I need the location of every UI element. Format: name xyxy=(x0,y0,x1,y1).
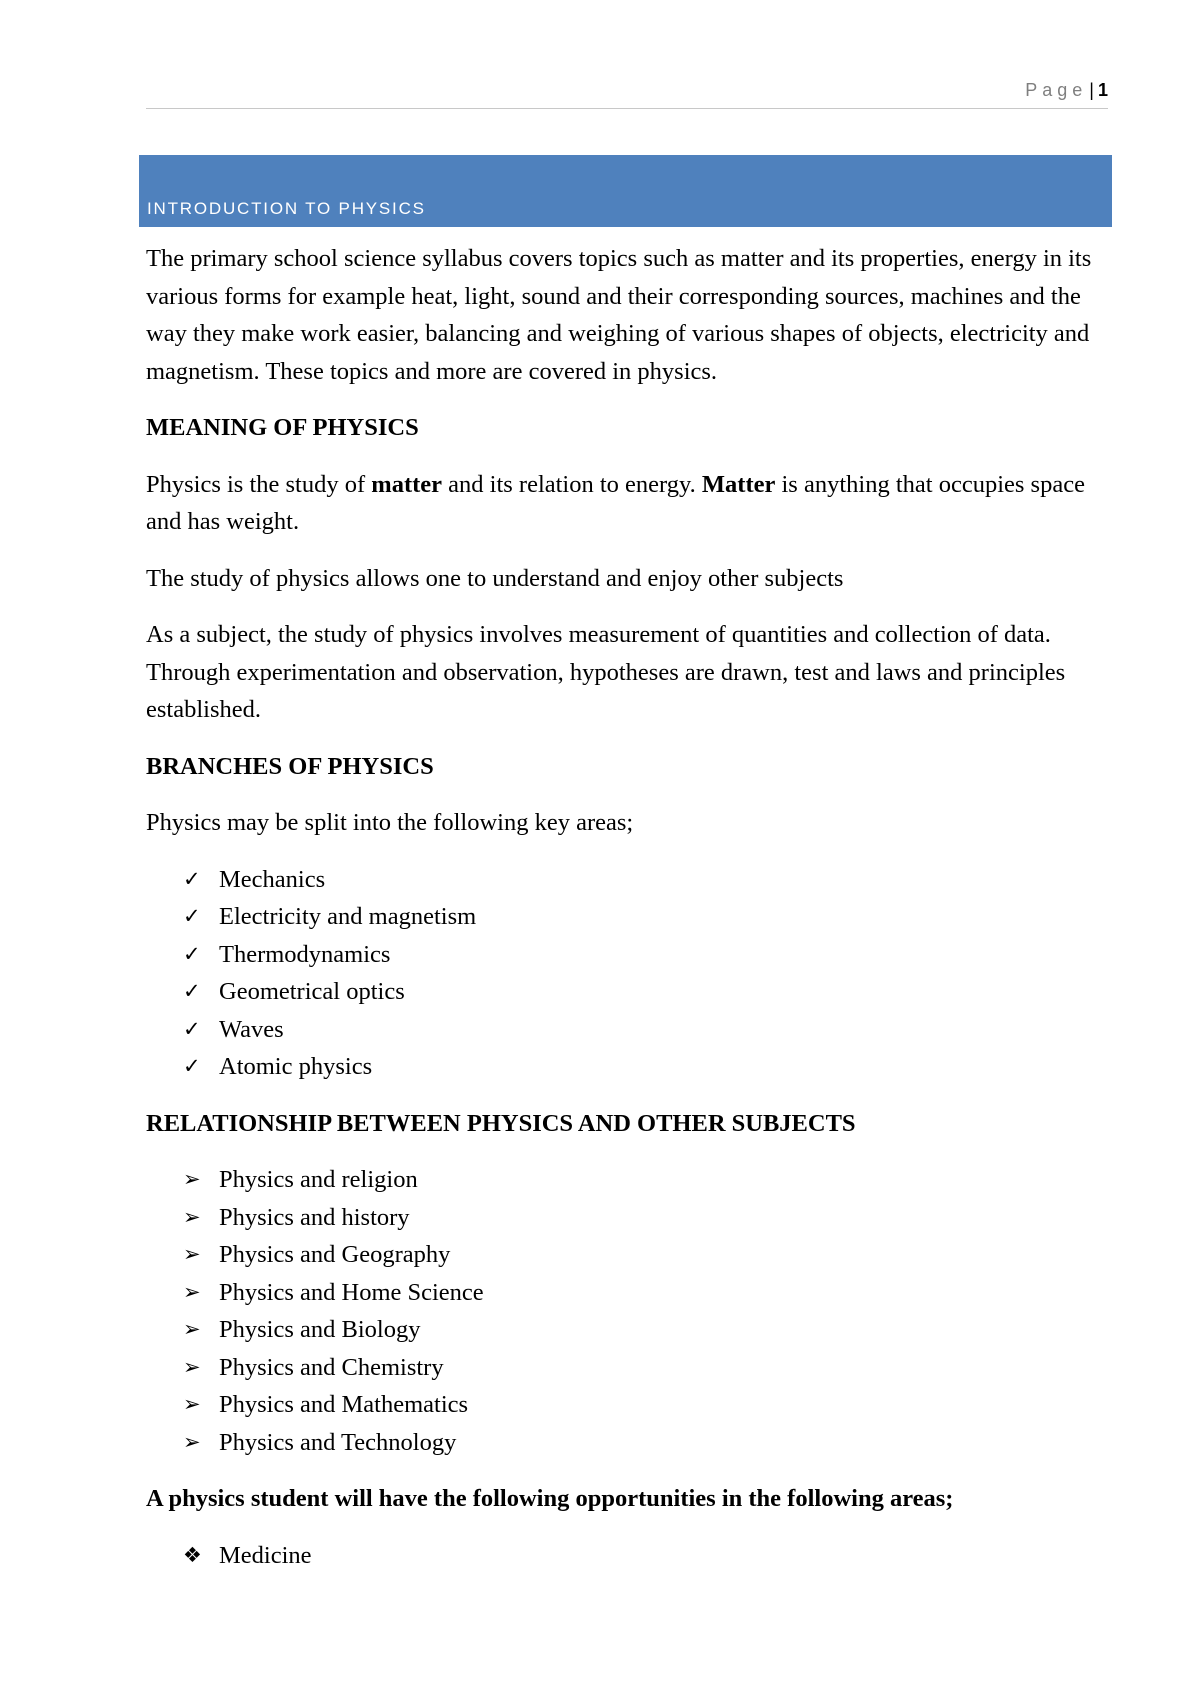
arrow-bullet-icon: ➢ xyxy=(183,1279,201,1304)
list-item xyxy=(146,1386,1112,1424)
page-label: Page xyxy=(1025,80,1088,100)
list-item xyxy=(146,861,1112,899)
meaning-heading: MEANING OF PHYSICS xyxy=(146,414,419,441)
list-item xyxy=(146,1537,1112,1575)
meaning-paragraph-1 xyxy=(146,466,1112,541)
branches-intro: Physics may be split into the following key areas; xyxy=(146,809,634,836)
relationship-heading: RELATIONSHIP BETWEEN PHYSICS AND OTHER SUBJECTS xyxy=(146,1109,856,1137)
checkmark-icon: ✓ xyxy=(183,941,201,966)
meaning-paragraph-2: The study of physics allows one to understand and enjoy other subjects xyxy=(146,564,844,592)
list-item xyxy=(146,898,1112,936)
relationship-label: Physics and religion xyxy=(219,1166,418,1193)
page-header xyxy=(146,80,1108,109)
meaning-text-3: is anything that occupies space and has weight. xyxy=(146,470,1085,535)
list-item xyxy=(146,973,1112,1011)
opportunity-label: Medicine xyxy=(219,1541,312,1569)
arrow-bullet-icon: ➢ xyxy=(183,1167,201,1191)
branches-list xyxy=(146,861,1112,1086)
list-item xyxy=(146,1349,1112,1387)
branch-label: Thermodynamics xyxy=(219,940,391,968)
list-item xyxy=(146,1199,1112,1237)
checkmark-icon: ✓ xyxy=(183,1016,201,1041)
list-item xyxy=(146,1161,1112,1199)
relationship-label: Physics and Biology xyxy=(219,1316,421,1343)
matter-term: matter xyxy=(371,470,443,498)
page-number: 1 xyxy=(1097,80,1108,100)
arrow-bullet-icon: ➢ xyxy=(183,1392,201,1416)
relationship-label: Physics and Home Science xyxy=(219,1278,484,1306)
meaning-paragraph-3: As a subject, the study of physics involves measurement of quantities and collection of data. Through experimentation and observation, hypotheses are drawn, test and laws and principles established. xyxy=(146,621,1066,723)
relationship-label: Physics and Technology xyxy=(219,1428,457,1456)
checkmark-icon: ✓ xyxy=(183,904,201,928)
arrow-bullet-icon: ➢ xyxy=(183,1354,201,1379)
arrow-bullet-icon: ➢ xyxy=(183,1429,201,1454)
meaning-text-1: Physics is the study of xyxy=(146,470,372,498)
relationship-label: Physics and Mathematics xyxy=(219,1391,469,1418)
opportunities-heading: A physics student will have the following opportunities in the following areas; xyxy=(146,1485,954,1512)
relationship-list xyxy=(146,1161,1112,1461)
section-title: INTRODUCTION TO PHYSICS xyxy=(147,199,426,218)
list-item xyxy=(146,1424,1112,1462)
list-item xyxy=(146,1048,1112,1086)
branch-label: Electricity and magnetism xyxy=(219,903,477,930)
arrow-bullet-icon: ➢ xyxy=(183,1204,201,1229)
matter-definition-term: Matter xyxy=(701,470,776,498)
checkmark-icon: ✓ xyxy=(183,866,201,891)
branches-heading: BRANCHES OF PHYSICS xyxy=(146,752,434,780)
list-item xyxy=(146,1274,1112,1312)
relationship-label: Physics and Chemistry xyxy=(219,1353,444,1381)
list-item xyxy=(146,1311,1112,1349)
page-separator: | xyxy=(1089,80,1094,100)
checkmark-icon: ✓ xyxy=(183,1054,201,1078)
document-body xyxy=(146,240,1112,1593)
relationship-label: Physics and history xyxy=(219,1203,410,1231)
list-item xyxy=(146,936,1112,974)
branch-label: Waves xyxy=(219,1015,284,1043)
arrow-bullet-icon: ➢ xyxy=(183,1242,201,1266)
list-item xyxy=(146,1011,1112,1049)
branch-label: Mechanics xyxy=(219,865,326,893)
branch-label: Atomic physics xyxy=(219,1053,373,1080)
branch-label: Geometrical optics xyxy=(219,978,405,1005)
checkmark-icon: ✓ xyxy=(183,979,201,1003)
arrow-bullet-icon: ➢ xyxy=(183,1317,201,1341)
opportunities-list xyxy=(146,1537,1112,1575)
intro-paragraph: The primary school science syllabus covers topics such as matter and its properties, energy in its various forms for example heat, light, sound and their corresponding sources, machines and the way they make work easier, balancing and weighing of various shapes of objects, electricity and magnetism. These topics and more are covered in physics. xyxy=(146,245,1092,385)
meaning-text-2: and its relation to energy. xyxy=(442,470,702,498)
list-item xyxy=(146,1236,1112,1274)
diamond-bullet-icon: ❖ xyxy=(183,1542,202,1567)
section-title-band xyxy=(139,155,1112,227)
relationship-label: Physics and Geography xyxy=(219,1241,451,1268)
